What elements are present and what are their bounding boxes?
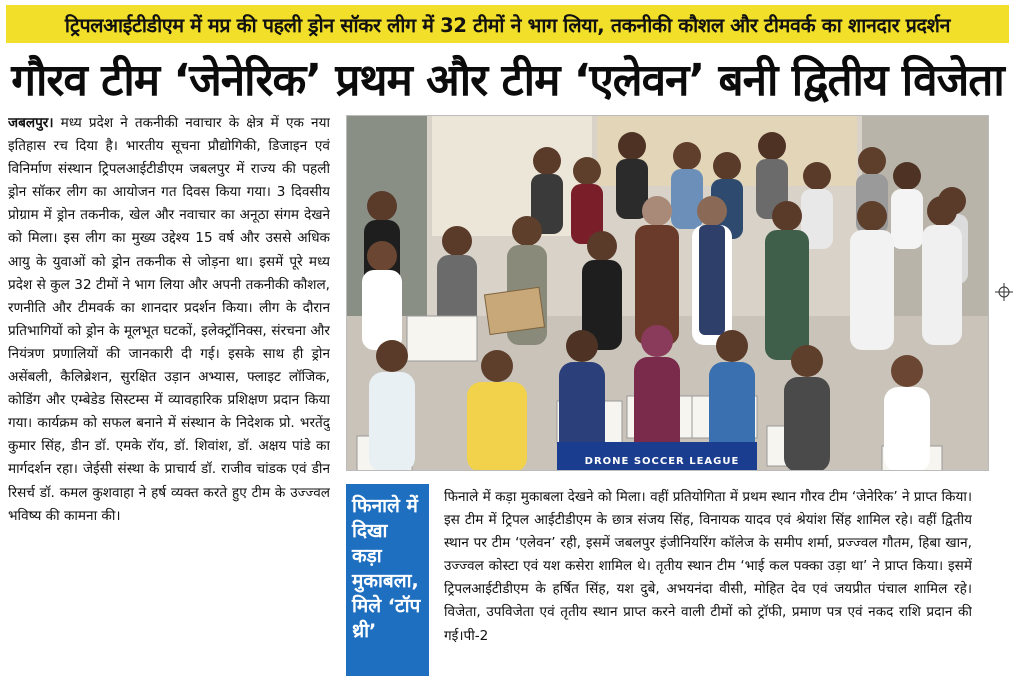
sidebar-quote: फिनाले में दिखा कड़ा मुकाबला, मिले ‘टॉप थ्री’ <box>352 495 421 642</box>
article-headline: गौरव टीम ‘जेनेरिक’ प्रथम और टीम ‘एलेवन’ बनी द्वितीय विजेता <box>11 55 1004 106</box>
article-dateline: जबलपुर। <box>8 115 54 131</box>
sidebar-quote-box <box>346 484 429 676</box>
group-photo <box>346 115 989 471</box>
group-photo-illustration <box>347 116 989 471</box>
article-body-right: फिनाले में कड़ा मुकाबला देखने को मिला। वहीं प्रतियोगिता में प्रथम स्थान गौरव टीम ‘जेनेरिक’ ने प्राप्त किया। इस टीम में ट्रिपल आईटीडीएम के छात्र संजय सिंह, विनायक यादव एवं श्रेयांश सिंह शामिल रहे। वहीं द्वितीय स्थान पर टीम ‘एलेवन’ रही, इसमें जबलपुर इंजीनियरिंग कॉलेज के समीप शर्मा, प्रज्ज्वल गौतम, हिबा खान, उज्ज्वल कोस्टा एवं यश कसेरा शामिल थे। तृतीय स्थान टीम ‘भाई कल पक्का उड़ा था’ ने प्राप्त किया। इसमें ट्रिपलआईटीडीएम के हर्षित सिंह, यश दुबे, अभयनंदा वीसी, मोहित देव एवं जयप्रीत पंचाल शामिल रहे। विजेता, उपविजेता एवं तृतीय स्थान प्राप्त करने वाली टीमों को ट्रॉफी, प्रमाण पत्र एवं नकद राशि प्रदान की गई।पी-2 <box>444 489 972 644</box>
article-body-left <box>8 112 330 682</box>
article-body-left-text: मध्य प्रदेश ने तकनीकी नवाचार के क्षेत्र में एक नया इतिहास रच दिया है। भारतीय सूचना प्रौद्योगिकी, डिजाइन एवं विनिर्माण संस्थान ट्रिपलआईटीडीएम जबलपुर में राज्य की पहली ड्रोन सॉकर लीग का आयोजन गत दिवस किया गया। 3 दिवसीय प्रोग्राम में ड्रोन तकनीक, खेल और नवाचार का अनूठा संगम देखने को मिला। इस लीग का मुख्य उद्देश्य 15 वर्ष और उससे अधिक आयु के युवाओं को ड्रोन तकनीक से जोड़ना था। इसमें पूरे मध्य प्रदेश से कुल 32 टीमों ने भाग लिया और अपनी तकनीकी कौशल, रणनीति और टीमवर्क का शानदार प्रदर्शन किया। लीग के दौरान प्रतिभागियों को ड्रोन के मूलभूत घटकों, इलेक्ट्रॉनिक्स, संरचना और नियंत्रण प्रणालियों की जानकारी दी गई। इसके साथ ही ड्रोन असेंबली, कैलिब्रेशन, सुरक्षित उड़ान अभ्यास, फ्लाइट लॉजिक, कोडिंग और एम्बेडेड सिस्टम्स में व्यावहारिक प्रशिक्षण प्रदान किया गया। कार्यक्रम को सफल बनाने में संस्थान के निदेशक प्रो. भरतेंदु कुमार सिंह, डीन डॉ. एमके रॉय, डॉ. शिवांश, डॉ. अक्षय पांडे का मार्गदर्शन रहा। जेईसी संस्था के प्राचार्य डॉ. राजीव चांडक एवं डीन रिसर्च डॉ. कमल कुशवाहा ने हर्ष व्यक्त करते हुए टीम के उज्ज्वल भविष्य की कामना की। <box>8 115 330 524</box>
article-kicker: ट्रिपलआईटीडीएम में मप्र की पहली ड्रोन सॉकर लीग में 32 टीमों ने भाग लिया, तकनीकी कौशल और टीमवर्क का शानदार प्रदर्शन <box>6 5 1009 43</box>
registration-mark-icon <box>995 283 1013 301</box>
league-banner-text: DRONE SOCCER LEAGUE <box>584 455 740 467</box>
